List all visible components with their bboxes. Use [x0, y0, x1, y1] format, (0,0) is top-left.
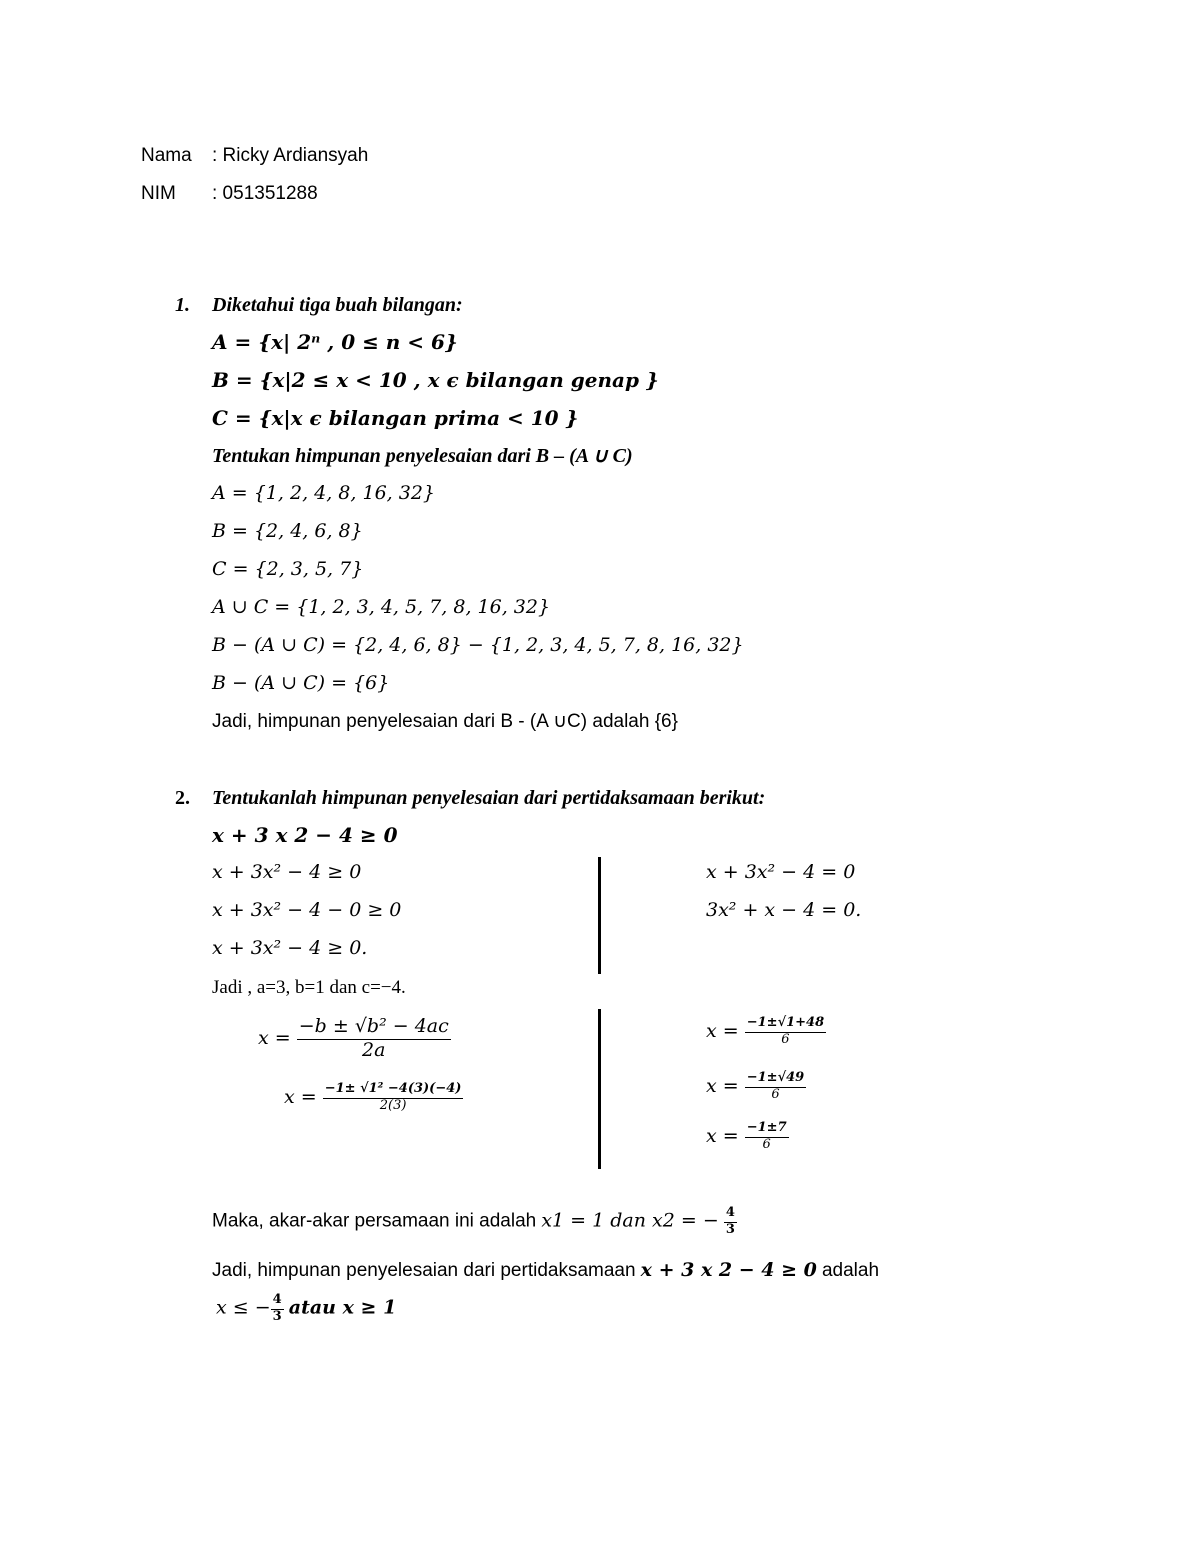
result-step-1-denominator: 6 — [781, 1031, 790, 1047]
q1-set-b: B = {2, 4, 6, 8} — [212, 520, 363, 542]
q1-task: Tentukan himpunan penyelesaian dari B – (A ∪ C) — [212, 445, 633, 467]
q1-set-b-definition: B = {x|2 ≤ x < 10 , x ϵ bilangan genap } — [212, 368, 659, 392]
nama-label: Nama — [141, 145, 192, 166]
substitution-fraction — [323, 1082, 464, 1114]
roots-math: x1 = 1 dan x2 = − — [541, 1209, 719, 1232]
result-step-2 — [706, 1071, 806, 1103]
q2-right-step-1: x + 3x² − 4 = 0 — [706, 861, 856, 883]
q1-difference-result: B − (A ∪ C) = {6} — [212, 672, 390, 694]
result-step-1-numerator: −1±√1+48 — [745, 1016, 826, 1033]
answer-pre: x ≤ − — [216, 1296, 271, 1319]
substitution-denominator: 2(3) — [379, 1097, 407, 1113]
formula-numerator: −b ± √b² − 4ac — [297, 1016, 451, 1040]
result-step-1-lhs: x = — [706, 1019, 739, 1042]
q1-conclusion: Jadi, himpunan penyelesaian dari B - (A ∪C) adalah {6} — [212, 711, 678, 732]
answer-fraction — [271, 1293, 284, 1325]
q1-number: 1. — [175, 294, 190, 316]
result-step-3-fraction — [745, 1121, 789, 1153]
substitution-numerator: −1± √1² −4(3)(−4) — [323, 1082, 464, 1099]
result-step-2-fraction — [745, 1071, 806, 1103]
column-divider-top — [598, 857, 601, 974]
answer-fraction-numerator: 4 — [271, 1293, 284, 1310]
q2-coefficients: Jadi , a=3, b=1 dan c=−4. — [212, 977, 406, 998]
final-text: Jadi, himpunan penyelesaian dari pertidaksamaan — [212, 1260, 636, 1281]
q1-title: Diketahui tiga buah bilangan: — [212, 294, 463, 316]
result-step-3-numerator: −1±7 — [745, 1121, 789, 1138]
answer-post: atau x ≥ 1 — [288, 1296, 397, 1319]
q2-number: 2. — [175, 787, 190, 809]
q1-set-a: A = {1, 2, 4, 8, 16, 32} — [212, 482, 435, 504]
formula-lhs: x = — [258, 1026, 291, 1049]
q1-set-a-definition: A = {x| 2ⁿ , 0 ≤ n < 6} — [212, 330, 458, 354]
answer-line — [216, 1293, 396, 1325]
nama-value: : Ricky Ardiansyah — [212, 145, 369, 166]
result-step-2-numerator: −1±√49 — [745, 1071, 806, 1088]
roots-text: Maka, akar-akar persamaan ini adalah — [212, 1210, 537, 1232]
roots-line — [212, 1206, 737, 1238]
q1-set-c: C = {2, 3, 5, 7} — [212, 558, 364, 580]
column-divider-bottom — [598, 1009, 601, 1169]
result-step-3 — [706, 1121, 789, 1153]
q2-left-step-3: x + 3x² − 4 ≥ 0. — [212, 937, 368, 959]
q2-inequality: x + 3 x 2 − 4 ≥ 0 — [212, 823, 398, 847]
q2-right-step-2: 3x² + x − 4 = 0. — [706, 899, 862, 921]
q2-left-step-2: x + 3x² − 4 − 0 ≥ 0 — [212, 899, 402, 921]
final-math: x + 3 x 2 − 4 ≥ 0 — [640, 1259, 817, 1281]
quadratic-formula — [258, 1016, 451, 1062]
q1-difference-step: B − (A ∪ C) = {2, 4, 6, 8} − {1, 2, 3, 4, 5, 7, 8, 16, 32} — [212, 634, 744, 656]
answer-fraction-denominator: 3 — [272, 1308, 282, 1324]
result-step-3-denominator: 6 — [762, 1136, 771, 1152]
result-step-1 — [706, 1016, 826, 1048]
nim-value: : 051351288 — [212, 183, 318, 204]
formula-fraction — [297, 1016, 451, 1062]
roots-fraction-numerator: 4 — [724, 1206, 737, 1223]
result-step-3-lhs: x = — [706, 1124, 739, 1147]
substitution — [284, 1082, 463, 1114]
q1-set-c-definition: C = {x|x ϵ bilangan prima < 10 } — [212, 406, 579, 430]
q2-left-step-1: x + 3x² − 4 ≥ 0 — [212, 861, 362, 883]
result-step-1-fraction — [745, 1016, 826, 1048]
formula-denominator: 2a — [362, 1038, 386, 1061]
roots-fraction-denominator: 3 — [725, 1221, 735, 1237]
roots-fraction — [724, 1206, 737, 1238]
q2-title: Tentukanlah himpunan penyelesaian dari pertidaksamaan berikut: — [212, 787, 766, 809]
result-step-2-lhs: x = — [706, 1074, 739, 1097]
result-step-2-denominator: 6 — [771, 1086, 780, 1102]
final-word: adalah — [821, 1260, 880, 1281]
nim-label: NIM — [141, 183, 176, 204]
q1-union: A ∪ C = {1, 2, 3, 4, 5, 7, 8, 16, 32} — [212, 596, 551, 618]
final-line — [212, 1261, 879, 1280]
substitution-lhs: x = — [284, 1085, 317, 1108]
